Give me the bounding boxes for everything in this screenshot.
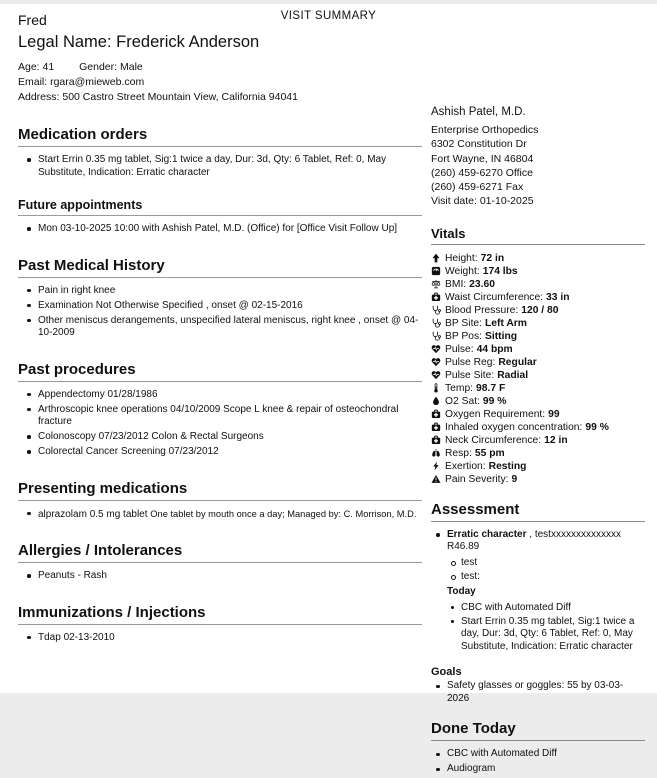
today-list <box>447 602 645 654</box>
right-column <box>431 10 645 778</box>
vital-row-bmi <box>431 278 645 291</box>
up-arrow-icon <box>431 253 441 263</box>
provider-phone-office: (260) 459-6270 Office <box>431 166 645 180</box>
provider-address-line1: 6302 Constitution Dr <box>431 137 645 151</box>
vital-label: Temp: <box>445 382 473 395</box>
vital-label: Waist Circumference: <box>445 291 543 304</box>
patient-email: Email: rgara@mieweb.com <box>18 75 422 90</box>
section-divider <box>18 215 422 216</box>
heart-pulse-icon <box>431 344 441 354</box>
vital-label: Weight: <box>445 265 480 278</box>
provider-block <box>431 105 645 209</box>
list-item: CBC with Automated Diff <box>447 602 645 615</box>
section-divider <box>18 146 422 147</box>
past-procedures-list <box>18 389 422 459</box>
bmi-balance-icon <box>431 279 441 289</box>
section-title-past-procedures: Past procedures <box>18 361 422 378</box>
vital-label: Oxygen Requirement: <box>445 408 545 421</box>
section-divider <box>431 244 645 245</box>
patient-legal-name: Legal Name: Frederick Anderson <box>18 33 422 52</box>
stethoscope-icon <box>431 305 441 315</box>
pain-warning-icon <box>431 474 441 484</box>
vital-label: Pain Severity: <box>445 473 509 486</box>
vital-row-o2-sat <box>431 395 645 408</box>
section-divider <box>18 624 422 625</box>
weight-scale-icon <box>431 266 441 276</box>
patient-age: Age: 41 <box>18 61 54 73</box>
vital-value: 9 <box>512 473 518 486</box>
vital-row-pulse-reg <box>431 356 645 369</box>
list-item <box>18 508 422 522</box>
visit-date: Visit date: 01-10-2025 <box>431 194 645 208</box>
vital-label: BP Pos: <box>445 330 482 343</box>
vital-value: 72 in <box>481 252 504 265</box>
vital-row-weight <box>431 265 645 278</box>
vital-label: Resp: <box>445 447 472 460</box>
list-item: Colorectal Cancer Screening 07/23/2012 <box>18 446 422 459</box>
left-column <box>18 10 422 647</box>
vital-value: 33 in <box>546 291 569 304</box>
medical-kit-icon <box>431 409 441 419</box>
vital-value: 174 lbs <box>483 265 518 278</box>
vital-value: Left Arm <box>485 317 527 330</box>
today-label: Today <box>447 586 645 599</box>
section-title-presenting-medications: Presenting medications <box>18 480 422 497</box>
immunizations-list <box>18 632 422 645</box>
section-title-allergies: Allergies / Intolerances <box>18 542 422 559</box>
section-title-vitals: Vitals <box>431 226 645 241</box>
diagnosis-name: Erratic character <box>447 529 527 540</box>
allergies-list <box>18 570 422 583</box>
vital-label: O2 Sat: <box>445 395 480 408</box>
section-title-goals: Goals <box>431 666 645 679</box>
future-appointments-list <box>18 223 422 236</box>
patient-demographics <box>18 60 422 105</box>
section-divider <box>431 740 645 741</box>
vital-value: 120 / 80 <box>521 304 558 317</box>
list-item: Start Errin 0.35 mg tablet, Sig:1 twice a day, Dur: 3d, Qty: 6 Tablet, Ref: 0, May Substitute, Indication: Erratic character <box>447 616 645 654</box>
list-item: Arthroscopic knee operations 04/10/2009 Scope L knee & repair of osteochondral fracture <box>18 404 422 429</box>
section-title-past-medical-history: Past Medical History <box>18 257 422 274</box>
list-item: Pain in right knee <box>18 285 422 298</box>
vital-value: 12 in <box>544 434 567 447</box>
vital-value: 99 <box>548 408 559 421</box>
diagnosis-note: , testxxxxxxxxxxxxxx <box>527 529 621 540</box>
vital-row-oxygen-requirement <box>431 408 645 421</box>
vital-value: 55 pm <box>475 447 505 460</box>
vital-label: BMI: <box>445 278 466 291</box>
medication-details: One tablet by mouth once a day; Managed by: C. Morrison, M.D. <box>150 509 416 519</box>
section-title-assessment: Assessment <box>431 501 645 518</box>
vital-label: Pulse: <box>445 343 474 356</box>
heart-pulse-icon <box>431 357 441 367</box>
provider-phone-fax: (260) 459-6271 Fax <box>431 180 645 194</box>
vital-value: 98.7 F <box>476 382 505 395</box>
medication-name: alprazolam 0.5 mg tablet <box>38 509 148 520</box>
vital-value: 99 % <box>585 421 608 434</box>
past-medical-history-list <box>18 285 422 340</box>
vital-row-waist <box>431 291 645 304</box>
vital-label: Exertion: <box>445 460 486 473</box>
list-item: Tdap 02-13-2010 <box>18 632 422 645</box>
vital-value: 44 bpm <box>477 343 513 356</box>
section-title-done-today: Done Today <box>431 720 645 737</box>
assessment-item <box>431 529 645 654</box>
list-item: Examination Not Otherwise Specified , onset @ 02-15-2016 <box>18 300 422 313</box>
lightning-icon <box>431 461 441 471</box>
patient-address: Address: 500 Castro Street Mountain View, California 94041 <box>18 90 422 105</box>
done-today-list <box>431 748 645 776</box>
list-item: Safety glasses or goggles: 55 by 03-03-2026 <box>431 680 645 705</box>
vital-row-resp <box>431 447 645 460</box>
vital-row-pulse-site <box>431 369 645 382</box>
vital-row-height <box>431 252 645 265</box>
provider-address-line2: Fort Wayne, IN 46804 <box>431 152 645 166</box>
vital-row-pain-severity <box>431 473 645 486</box>
list-item: test: <box>447 571 645 584</box>
vital-row-inhaled-oxygen <box>431 421 645 434</box>
vital-row-exertion <box>431 460 645 473</box>
list-item: Start Errin 0.35 mg tablet, Sig:1 twice a day, Dur: 3d, Qty: 6 Tablet, Ref: 0, May Substitute, Indication: Erratic character <box>18 154 422 179</box>
vital-row-neck-circumference <box>431 434 645 447</box>
goals-list <box>431 680 645 705</box>
vital-row-pulse <box>431 343 645 356</box>
visit-summary-page <box>0 4 657 693</box>
list-item: test <box>447 557 645 570</box>
assessment-body <box>431 529 645 654</box>
vital-label: Inhaled oxygen concentration: <box>445 421 582 434</box>
stethoscope-icon <box>431 331 441 341</box>
section-title-immunizations: Immunizations / Injections <box>18 604 422 621</box>
vital-label: Pulse Reg: <box>445 356 495 369</box>
vital-label: Height: <box>445 252 478 265</box>
oxygen-drop-icon <box>431 396 441 406</box>
diagnosis-code: R46.89 <box>447 541 645 554</box>
lungs-icon <box>431 448 441 458</box>
section-divider <box>18 277 422 278</box>
section-divider <box>18 381 422 382</box>
page-title: VISIT SUMMARY <box>0 10 657 22</box>
vital-value: Resting <box>489 460 527 473</box>
vitals-list <box>431 252 645 486</box>
vital-value: 99 % <box>483 395 506 408</box>
provider-practice: Enterprise Orthopedics <box>431 123 645 137</box>
list-item: Audiogram <box>431 763 645 776</box>
vital-row-blood-pressure <box>431 304 645 317</box>
heart-pulse-icon <box>431 370 441 380</box>
vital-label: Pulse Site: <box>445 369 494 382</box>
assessment-sub-list <box>447 557 645 584</box>
thermometer-icon <box>431 383 441 393</box>
vital-label: BP Site: <box>445 317 482 330</box>
list-item: Appendectomy 01/28/1986 <box>18 389 422 402</box>
stethoscope-icon <box>431 318 441 328</box>
vital-label: Neck Circumference: <box>445 434 541 447</box>
section-title-medication-orders: Medication orders <box>18 126 422 143</box>
vital-label: Blood Pressure: <box>445 304 518 317</box>
vital-value: Sitting <box>485 330 517 343</box>
patient-name: Fred <box>18 12 422 28</box>
list-item: CBC with Automated Diff <box>431 748 645 761</box>
medical-kit-icon <box>431 435 441 445</box>
medical-kit-icon <box>431 292 441 302</box>
section-title-future-appointments: Future appointments <box>18 198 422 212</box>
list-item: Other meniscus derangements, unspecified lateral meniscus, right knee , onset @ 04-10-2009 <box>18 315 422 340</box>
section-divider <box>431 521 645 522</box>
list-item: Colonoscopy 07/23/2012 Colon & Rectal Surgeons <box>18 431 422 444</box>
vital-value: Regular <box>498 356 536 369</box>
vital-row-temp <box>431 382 645 395</box>
list-item: Peanuts - Rash <box>18 570 422 583</box>
vital-row-bp-pos <box>431 330 645 343</box>
section-divider <box>18 500 422 501</box>
vital-value: 23.60 <box>469 278 495 291</box>
provider-name: Ashish Patel, M.D. <box>431 105 645 120</box>
vital-value: Radial <box>497 369 528 382</box>
patient-gender: Gender: Male <box>79 61 143 73</box>
list-item: Mon 03-10-2025 10:00 with Ashish Patel, M.D. (Office) for [Office Visit Follow Up] <box>18 223 422 236</box>
vital-row-bp-site <box>431 317 645 330</box>
section-divider <box>18 562 422 563</box>
presenting-medications-list <box>18 508 422 522</box>
medication-orders-list <box>18 154 422 179</box>
medical-kit-icon <box>431 422 441 432</box>
